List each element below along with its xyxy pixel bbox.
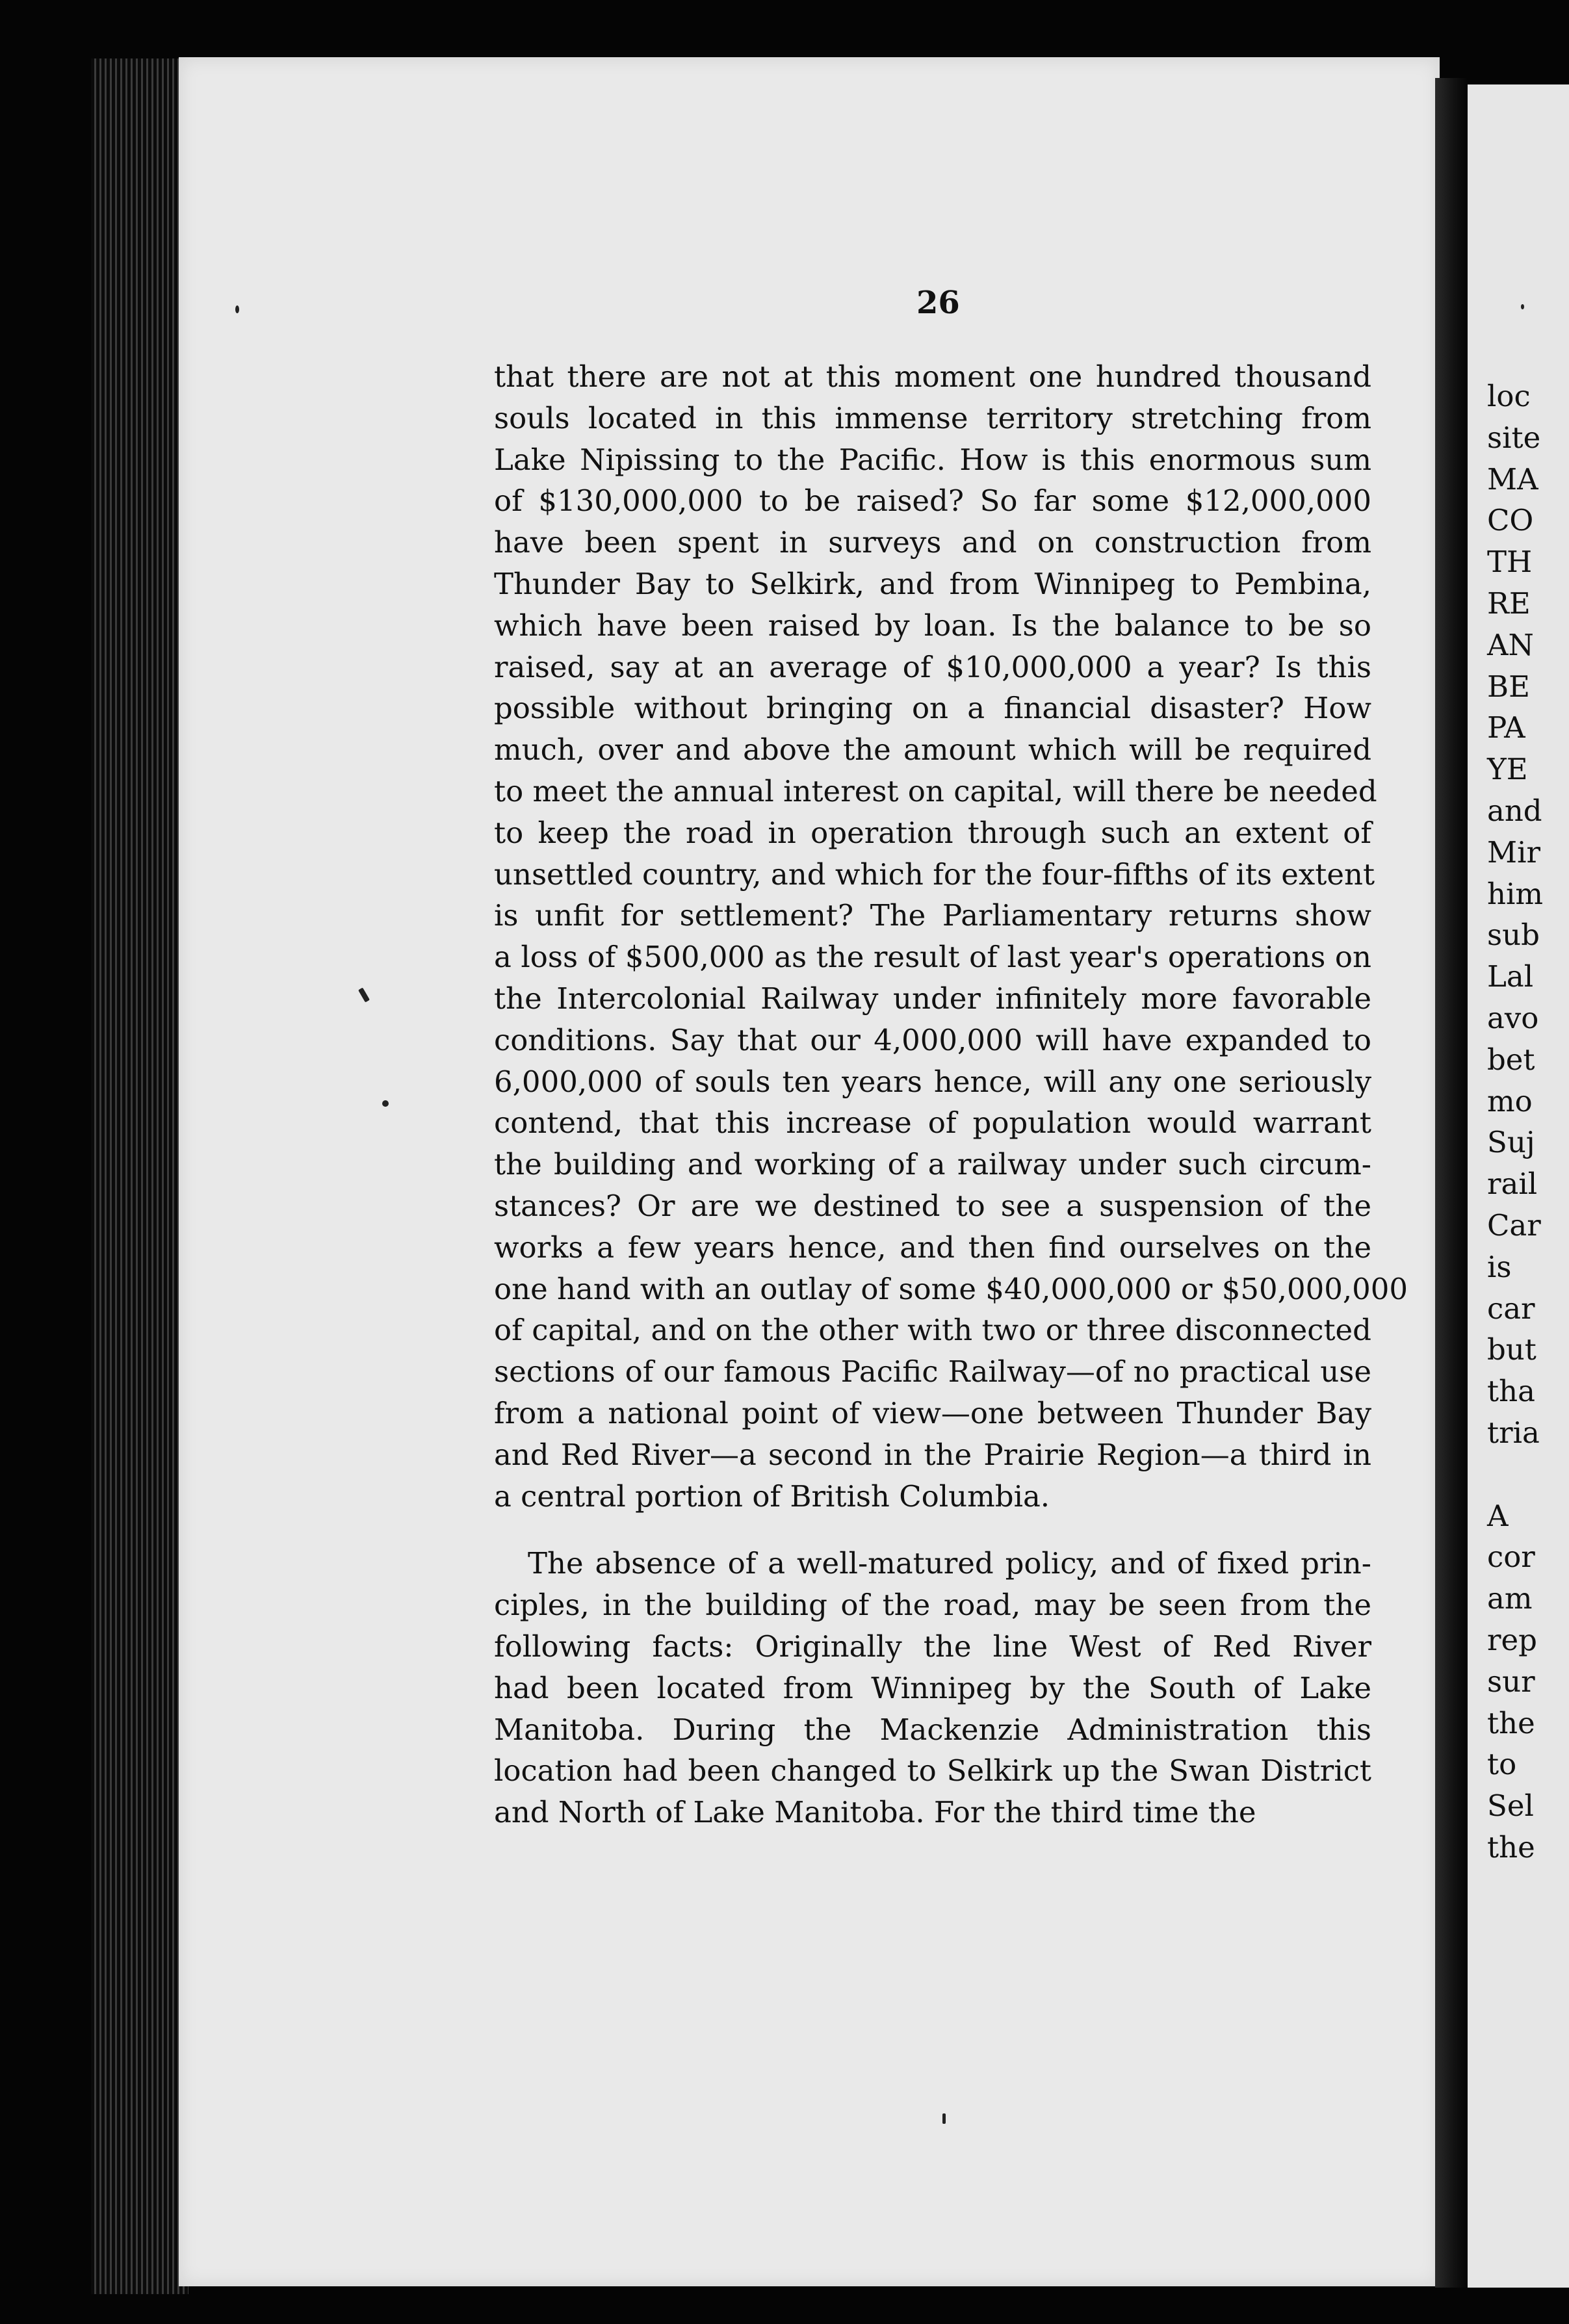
text-line: have been spent in surveys and on construction from <box>494 525 1371 560</box>
facing-page-fragment: Lal <box>1487 959 1534 994</box>
page-number: 26 <box>916 285 960 321</box>
facing-page-fragment: rail <box>1487 1167 1538 1202</box>
facing-page-text <box>1487 376 1543 1868</box>
text-line: Lake Nipissing to the Pacific. How is this enormous sum <box>494 442 1371 477</box>
facing-page-fragment: site <box>1487 420 1541 455</box>
text-line: unsettled country, and which for the four-fifths of its extent <box>494 857 1375 892</box>
facing-page-fragment: YE <box>1487 752 1528 787</box>
text-line: of capital, and on the other with two or three disconnected <box>494 1313 1371 1348</box>
text-line: one hand with an outlay of some $40,000,000 or $50,000,000 <box>494 1271 1408 1306</box>
text-line: Manitoba. During the Mackenzie Administration this <box>494 1712 1371 1747</box>
text-line: had been located from Winnipeg by the South of Lake <box>494 1670 1371 1705</box>
text-line: and Red River—a second in the Prairie Region—a third in <box>494 1437 1371 1472</box>
text-line: ciples, in the building of the road, may be seen from the <box>494 1588 1371 1623</box>
facing-page-fragment: the <box>1487 1705 1535 1740</box>
facing-page-fragment: CO <box>1487 503 1534 538</box>
text-line: the Intercolonial Railway under infinitely more favorable <box>494 981 1371 1016</box>
text-line: that there are not at this moment one hundred thousand <box>494 359 1371 394</box>
facing-page-fragment: loc <box>1487 379 1531 413</box>
facing-page-fragment: him <box>1487 876 1544 911</box>
text-line: conditions. Say that our 4,000,000 will have expanded to <box>494 1022 1371 1057</box>
text-line: following facts: Originally the line West of Red River <box>494 1629 1371 1664</box>
print-speck <box>942 2113 946 2124</box>
facing-page-fragment: rep <box>1487 1622 1537 1657</box>
facing-page-fragment: am <box>1487 1581 1533 1616</box>
facing-page-fragment: AN <box>1487 627 1534 662</box>
text-line: which have been raised by loan. Is the balance to be so <box>494 608 1371 643</box>
facing-page-fragment: PA <box>1487 710 1525 745</box>
facing-page-fragment: car <box>1487 1291 1535 1326</box>
facing-page-fragment <box>1487 1454 1543 1495</box>
text-line: to meet the annual interest on capital, will there be needed <box>494 773 1377 808</box>
facing-page-fragment: sub <box>1487 918 1540 953</box>
text-line: and North of Lake Manitoba. For the third time the <box>494 1795 1256 1830</box>
text-line: sections of our famous Pacific Railway—of no practical use <box>494 1354 1371 1389</box>
facing-page <box>1468 84 1569 2288</box>
facing-page-fragment: TH <box>1487 545 1533 580</box>
print-speck <box>382 1100 389 1107</box>
facing-page-fragment: A <box>1487 1498 1509 1533</box>
text-line: location had been changed to Selkirk up the Swan District <box>494 1753 1371 1788</box>
facing-page-fragment: Sel <box>1487 1788 1534 1824</box>
text-line: of $130,000,000 to be raised? So far some $12,000,000 <box>494 484 1371 519</box>
page-body-text <box>494 356 1408 1833</box>
text-line: raised, say at an average of $10,000,000 a year? Is this <box>494 649 1371 684</box>
text-line: a central portion of British Columbia. <box>494 1478 1050 1514</box>
facing-page-fragment: RE <box>1487 586 1531 621</box>
facing-page-fragment: sur <box>1487 1664 1535 1699</box>
paragraph-2 <box>494 1543 1371 1833</box>
facing-page-fragment: mo <box>1487 1083 1533 1118</box>
text-line: from a national point of view—one between Thunder Bay <box>494 1395 1371 1430</box>
book-gutter <box>1435 78 1468 2288</box>
facing-page-fragment: and <box>1487 793 1542 828</box>
text-line: souls located in this immense territory stretching from <box>494 400 1371 435</box>
text-line: works a few years hence, and then find ourselves on the <box>494 1230 1371 1265</box>
facing-page-fragment: tria <box>1487 1415 1540 1450</box>
facing-page-fragment: the <box>1487 1829 1535 1865</box>
facing-page-fragment: but <box>1487 1332 1537 1367</box>
text-line: the building and working of a railway under such circum- <box>494 1147 1371 1182</box>
paragraph-gap <box>494 1517 1371 1543</box>
facing-page-fragment: to <box>1487 1747 1517 1782</box>
text-line: Thunder Bay to Selkirk, and from Winnipeg to Pembina, <box>494 566 1371 601</box>
facing-page-fragment: avo <box>1487 1000 1539 1035</box>
text-line: a loss of $500,000 as the result of last year's operations on <box>494 940 1371 975</box>
text-line: possible without bringing on a financial disaster? How <box>494 691 1371 726</box>
text-line: to keep the road in operation through such an extent of <box>494 815 1371 850</box>
text-line: 6,000,000 of souls ten years hence, will any one seriously <box>494 1064 1371 1099</box>
text-line: much, over and above the amount which will be required <box>494 732 1371 768</box>
text-line: The absence of a well-matured policy, and of fixed prin- <box>528 1546 1371 1581</box>
text-line: contend, that this increase of population would warrant <box>494 1105 1371 1141</box>
facing-page-fragment: bet <box>1487 1042 1535 1077</box>
facing-page-fragment: cor <box>1487 1540 1535 1575</box>
print-speck <box>1521 304 1524 309</box>
paragraph-1 <box>494 356 1408 1517</box>
facing-page-fragment: Suj <box>1487 1125 1535 1160</box>
facing-page-fragment: Mir <box>1487 834 1540 870</box>
facing-page-fragment: MA <box>1487 461 1538 497</box>
text-line: stances? Or are we destined to see a suspension of the <box>494 1188 1371 1223</box>
book-page-edges <box>91 58 188 2294</box>
text-line: is unfit for settlement? The Parliamentary returns show <box>494 898 1371 933</box>
facing-page-fragment: tha <box>1487 1374 1535 1409</box>
facing-page-fragment: BE <box>1487 669 1530 704</box>
facing-page-fragment: Car <box>1487 1207 1541 1243</box>
facing-page-fragment: is <box>1487 1249 1512 1284</box>
print-speck <box>235 305 239 313</box>
